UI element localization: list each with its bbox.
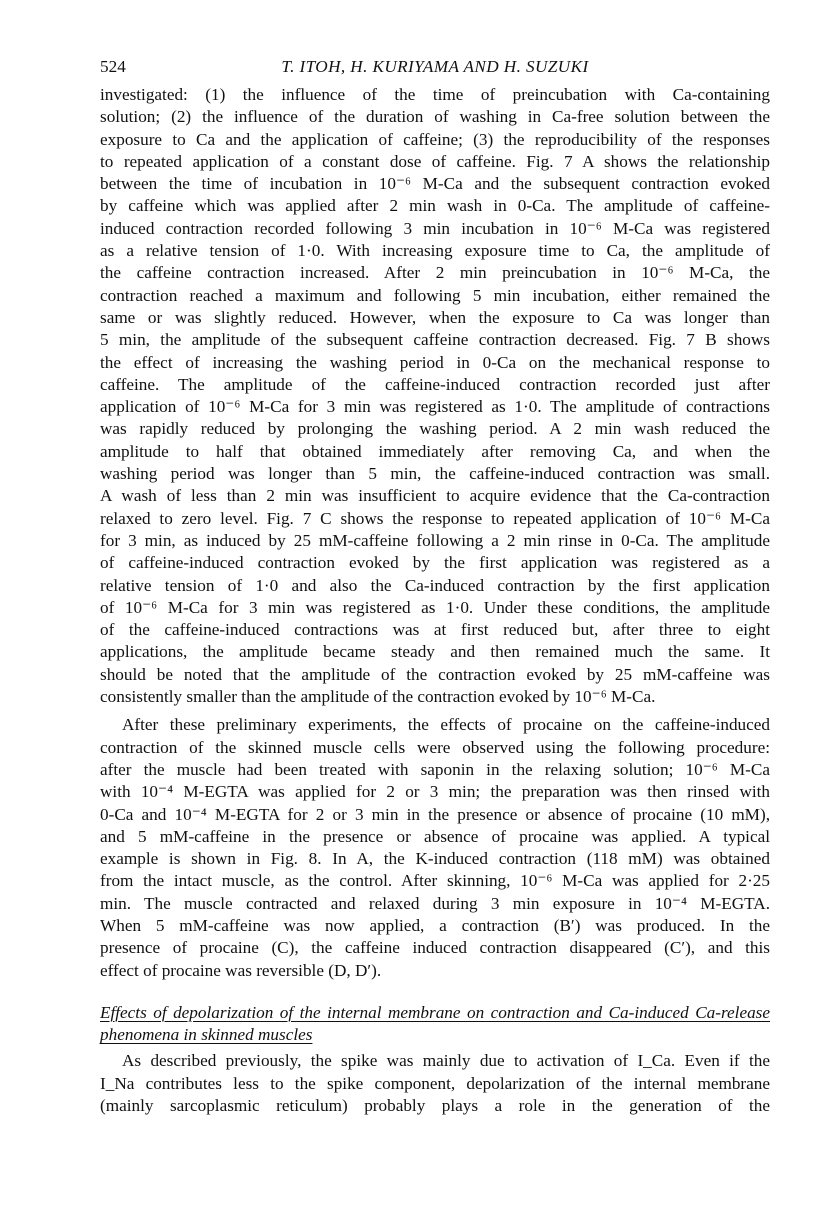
text-line: example is shown in Fig. 8. In A, the K-induced contraction (118 mM) was obtained: [100, 849, 770, 869]
text-line: min. The muscle contracted and relaxed during 3 min exposure in 10⁻⁴ M-EGTA.: [100, 893, 770, 913]
text-line: to repeated application of a constant dose of caffeine. Fig. 7 A shows the relationship: [100, 151, 770, 171]
text-line: from the intact muscle, as the control. After skinning, 10⁻⁶ M-Ca was applied for 2·25: [100, 871, 770, 891]
text-line: of 10⁻⁶ M-Ca for 3 min was registered as 1·0. Under these conditions, the amplitude: [100, 597, 770, 617]
text-line: 0-Ca and 10⁻⁴ M-EGTA for 2 or 3 min in the presence or absence of procaine (10 mM),: [100, 804, 770, 824]
text-line: should be noted that the amplitude of the contraction evoked by 25 mM-caffeine was: [100, 664, 770, 684]
text-line: the effect of increasing the washing period in 0-Ca on the mechanical response to: [100, 352, 770, 372]
paragraph-2: [100, 714, 770, 982]
page-number: 524: [100, 57, 126, 76]
text-line: the caffeine contraction increased. After 2 min preincubation in 10⁻⁶ M-Ca, the: [100, 263, 770, 283]
text-line: as a relative tension of 1·0. With increasing exposure time to Ca, the amplitude of: [100, 241, 770, 261]
paragraph-1: [100, 84, 770, 708]
running-head: T. ITOH, H. KURIYAMA AND H. SUZUKI: [281, 57, 589, 76]
text-line: washing period was longer than 5 min, the caffeine-induced contraction was small.: [100, 464, 770, 484]
page-header: [100, 56, 770, 84]
text-line: amplitude to half that obtained immediately after removing Ca, and when the: [100, 441, 770, 461]
text-line: presence of procaine (C), the caffeine induced contraction disappeared (C′), and this: [100, 938, 770, 958]
text-line: induced contraction recorded following 3 min incubation in 10⁻⁶ M-Ca was registered: [100, 218, 770, 238]
text-line: (mainly sarcoplasmic reticulum) probably plays a role in the generation of the: [100, 1096, 770, 1116]
text-line: When 5 mM-caffeine was now applied, a contraction (B′) was produced. In the: [100, 915, 770, 935]
text-line: and 5 mM-caffeine in the presence or absence of procaine was applied. A typical: [100, 826, 770, 846]
text-line: relative tension of 1·0 and also the Ca-induced contraction by the first application: [100, 575, 770, 595]
text-line: consistently smaller than the amplitude of the contraction evoked by 10⁻⁶ M-Ca.: [100, 687, 656, 707]
text-line: of caffeine-induced contraction evoked by the first application was registered as a: [100, 553, 770, 573]
text-line: of the caffeine-induced contractions was at first reduced but, after three to eight: [100, 620, 770, 640]
text-line: for 3 min, as induced by 25 mM-caffeine following a 2 min rinse in 0-Ca. The amplitude: [100, 530, 770, 550]
text-line: by caffeine which was applied after 2 min wash in 0-Ca. The amplitude of caffeine-: [100, 196, 770, 216]
text-line: was rapidly reduced by prolonging the washing period. A 2 min wash reduced the: [100, 419, 770, 439]
text-line: effect of procaine was reversible (D, D′).: [100, 960, 382, 980]
text-line: investigated: (1) the influence of the time of preincubation with Ca-containing: [100, 85, 770, 104]
text-line: same or was slightly reduced. However, when the exposure to Ca was longer than: [100, 307, 770, 327]
text-line: contraction reached a maximum and following 5 min incubation, either remained the: [100, 285, 770, 305]
text-line: relaxed to zero level. Fig. 7 C shows the response to repeated application of 10⁻⁶ M-Ca: [100, 508, 770, 528]
heading-line: phenomena in skinned muscles: [100, 1025, 313, 1045]
text-line: solution; (2) the influence of the duration of washing in Ca-free solution between the: [100, 107, 770, 127]
text-line: application of 10⁻⁶ M-Ca for 3 min was registered as 1·0. The amplitude of contractions: [100, 397, 770, 417]
paragraph-3: [100, 1050, 770, 1117]
heading-line: Effects of depolarization of the internal membrane on contraction and Ca-induced Ca-release: [100, 1002, 770, 1022]
text-line: contraction of the skinned muscle cells were observed using the following procedure:: [100, 737, 770, 757]
text-line: As described previously, the spike was mainly due to activation of I_Ca. Even if the: [122, 1051, 770, 1071]
text-line: after the muscle had been treated with saponin in the relaxing solution; 10⁻⁶ M-Ca: [100, 759, 770, 779]
text-line: After these preliminary experiments, the effects of procaine on the caffeine-induced: [122, 715, 770, 735]
journal-page: [100, 56, 770, 1117]
text-line: I_Na contributes less to the spike component, depolarization of the internal membrane: [100, 1073, 770, 1093]
text-line: A wash of less than 2 min was insufficient to acquire evidence that the Ca-contraction: [100, 486, 770, 506]
text-line: caffeine. The amplitude of the caffeine-induced contraction recorded just after: [100, 374, 770, 394]
text-line: between the time of incubation in 10⁻⁶ M-Ca and the subsequent contraction evoked: [100, 174, 770, 194]
text-line: exposure to Ca and the application of caffeine; (3) the reproducibility of the responses: [100, 129, 770, 149]
text-line: applications, the amplitude became steady and then remained much the same. It: [100, 642, 770, 662]
section-heading: [100, 1002, 770, 1047]
text-line: with 10⁻⁴ M-EGTA was applied for 2 or 3 min; the preparation was then rinsed with: [100, 782, 770, 802]
text-line: 5 min, the amplitude of the subsequent caffeine contraction decreased. Fig. 7 B shows: [100, 330, 770, 350]
